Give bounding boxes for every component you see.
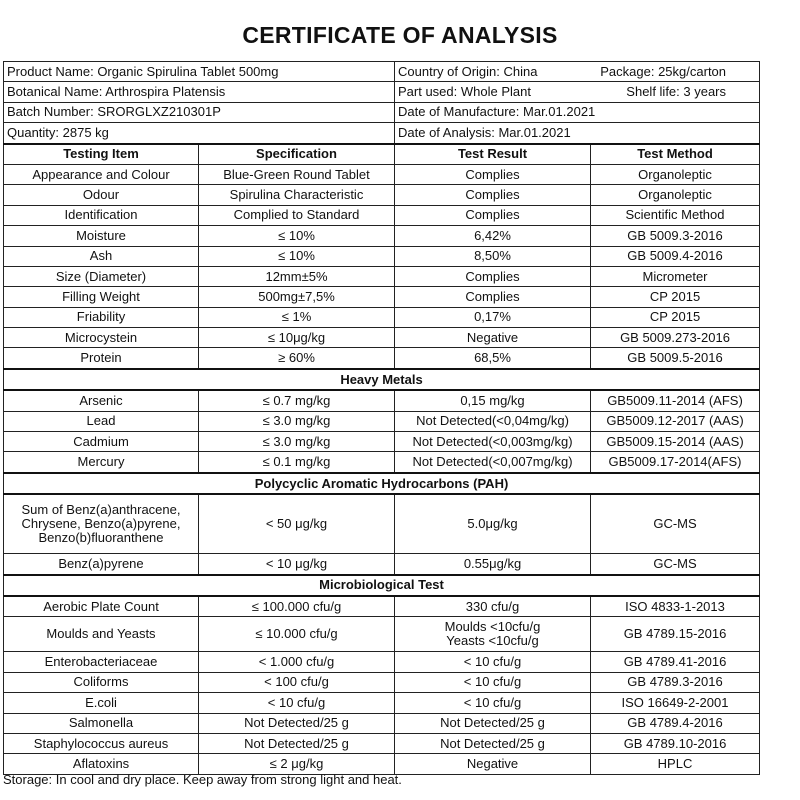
testing-item-cell: Moulds and Yeasts: [4, 617, 199, 652]
test-method-cell: GB 4789.3-2016: [591, 672, 760, 692]
test-result-cell: 6,42%: [395, 226, 591, 246]
testing-item-cell: Friability: [4, 307, 199, 327]
country-of-origin: Country of Origin: China: [398, 63, 538, 79]
table-row: [4, 307, 760, 327]
table-row: [4, 185, 760, 205]
header-specification: Specification: [199, 144, 395, 165]
info-row-batch: [4, 102, 760, 122]
test-method-cell: GC-MS: [591, 554, 760, 575]
package: Package: 25kg/carton: [600, 63, 727, 79]
test-result-cell: < 10 cfu/g: [395, 693, 591, 713]
test-result-cell: Not Detected/25 g: [395, 733, 591, 753]
table-row: [4, 432, 760, 452]
test-method-cell: GB 4789.41-2016: [591, 652, 760, 672]
document-title: CERTIFICATE OF ANALYSIS: [242, 22, 558, 48]
test-result-cell: Not Detected/25 g: [395, 713, 591, 733]
testing-item-cell: Protein: [4, 348, 199, 369]
test-method-cell: GC-MS: [591, 494, 760, 554]
test-result-cell: 8,50%: [395, 246, 591, 266]
testing-item-cell: Sum of Benz(a)anthracene, Chrysene, Benzo(a)pyrene, Benzo(b)fluoranthene: [4, 494, 199, 554]
specification-cell: ≤ 10μg/kg: [199, 328, 395, 348]
specification-cell: ≤ 0.1 mg/kg: [199, 452, 395, 473]
table-row: [4, 266, 760, 286]
test-result-cell: 0,15 mg/kg: [395, 390, 591, 411]
test-method-cell: GB 5009.273-2016: [591, 328, 760, 348]
batch-number: Batch Number: SRORGLXZ210301P: [4, 102, 395, 122]
test-method-cell: CP 2015: [591, 287, 760, 307]
section-heavy-metals: [4, 369, 760, 390]
test-result-cell: < 10 cfu/g: [395, 652, 591, 672]
test-method-cell: HPLC: [591, 754, 760, 774]
table-row: [4, 328, 760, 348]
test-method-cell: Micrometer: [591, 266, 760, 286]
testing-item-cell: Staphylococcus aureus: [4, 733, 199, 753]
test-method-cell: GB5009.12-2017 (AAS): [591, 411, 760, 431]
specification-cell: < 1.000 cfu/g: [199, 652, 395, 672]
botanical-name: Botanical Name: Arthrospira Platensis: [4, 82, 395, 102]
testing-item-cell: Aerobic Plate Count: [4, 596, 199, 617]
header-test-method: Test Method: [591, 144, 760, 165]
header-testing-item: Testing Item: [4, 144, 199, 165]
test-result-cell: 0,17%: [395, 307, 591, 327]
header-test-result: Test Result: [395, 144, 591, 165]
testing-item-cell: Aflatoxins: [4, 754, 199, 774]
test-result-cell: Negative: [395, 328, 591, 348]
table-row: [4, 596, 760, 617]
section-microbiological-title: Microbiological Test: [4, 575, 760, 596]
specification-cell: < 100 cfu/g: [199, 672, 395, 692]
test-method-cell: GB 5009.5-2016: [591, 348, 760, 369]
section-pah-title: Polycyclic Aromatic Hydrocarbons (PAH): [4, 473, 760, 494]
specification-cell: < 50 μg/kg: [199, 494, 395, 554]
testing-item-cell: Coliforms: [4, 672, 199, 692]
specification-cell: Spirulina Characteristic: [199, 185, 395, 205]
storage-note: Storage: In cool and dry place. Keep away from strong light and heat.: [3, 772, 402, 787]
test-result-cell: 330 cfu/g: [395, 596, 591, 617]
test-method-cell: GB5009.15-2014 (AAS): [591, 432, 760, 452]
info-row-quantity: [4, 123, 760, 144]
table-row: [4, 494, 760, 554]
test-method-cell: GB 4789.15-2016: [591, 617, 760, 652]
test-result-cell: Complies: [395, 266, 591, 286]
test-result-cell: Not Detected(<0,007mg/kg): [395, 452, 591, 473]
testing-item-cell: Appearance and Colour: [4, 164, 199, 184]
date-of-manufacture: Date of Manufacture: Mar.01.2021: [395, 102, 760, 122]
quantity: Quantity: 2875 kg: [4, 123, 395, 144]
specification-cell: < 10 cfu/g: [199, 693, 395, 713]
specification-cell: 12mm±5%: [199, 266, 395, 286]
specification-cell: ≤ 100.000 cfu/g: [199, 596, 395, 617]
testing-item-cell: Moisture: [4, 226, 199, 246]
test-result-cell: 0.55μg/kg: [395, 554, 591, 575]
test-result-cell: 68,5%: [395, 348, 591, 369]
testing-item-cell: Cadmium: [4, 432, 199, 452]
test-result-line: Yeasts <10cfu/g: [446, 633, 539, 649]
table-row: [4, 226, 760, 246]
test-method-cell: CP 2015: [591, 307, 760, 327]
testing-item-cell: Mercury: [4, 452, 199, 473]
testing-item-cell: E.coli: [4, 693, 199, 713]
test-method-cell: Organoleptic: [591, 164, 760, 184]
specification-cell: < 10 μg/kg: [199, 554, 395, 575]
table-row: [4, 617, 760, 652]
testing-item-cell: Benz(a)pyrene: [4, 554, 199, 575]
part-used: Part used: Whole Plant: [398, 84, 531, 100]
table-row: [4, 164, 760, 184]
table-row: [4, 205, 760, 225]
specification-cell: ≤ 3.0 mg/kg: [199, 432, 395, 452]
specification-cell: ≤ 3.0 mg/kg: [199, 411, 395, 431]
testing-item-cell: Ash: [4, 246, 199, 266]
table-row: [4, 713, 760, 733]
info-row-product: [4, 62, 760, 82]
test-result-cell: Complies: [395, 185, 591, 205]
testing-item-cell: Microcystein: [4, 328, 199, 348]
table-header-row: [4, 144, 760, 165]
test-method-cell: GB 4789.10-2016: [591, 733, 760, 753]
test-result-line: Moulds <10cfu/g: [444, 619, 541, 635]
testing-item-cell: Arsenic: [4, 390, 199, 411]
table-row: [4, 348, 760, 369]
test-method-cell: GB 5009.4-2016: [591, 246, 760, 266]
specification-cell: Not Detected/25 g: [199, 733, 395, 753]
specification-cell: ≤ 10%: [199, 246, 395, 266]
test-result-cell: Complies: [395, 164, 591, 184]
testing-item-cell: Lead: [4, 411, 199, 431]
info-row-botanical: [4, 82, 760, 102]
table-row: [4, 733, 760, 753]
test-method-cell: Scientific Method: [591, 205, 760, 225]
table-row: [4, 246, 760, 266]
test-method-cell: ISO 4833-1-2013: [591, 596, 760, 617]
test-method-cell: GB5009.11-2014 (AFS): [591, 390, 760, 411]
specification-cell: ≤ 10%: [199, 226, 395, 246]
testing-item-cell: Enterobacteriaceae: [4, 652, 199, 672]
table-row: [4, 287, 760, 307]
table-row: [4, 452, 760, 473]
specification-cell: ≥ 60%: [199, 348, 395, 369]
test-method-cell: ISO 16649-2-2001: [591, 693, 760, 713]
specification-cell: Blue-Green Round Tablet: [199, 164, 395, 184]
test-result-cell: Negative: [395, 754, 591, 774]
testing-item-cell: Size (Diameter): [4, 266, 199, 286]
specification-cell: Not Detected/25 g: [199, 713, 395, 733]
test-result-cell: Complies: [395, 287, 591, 307]
table-row: [4, 672, 760, 692]
table-row: [4, 554, 760, 575]
test-result-cell: Complies: [395, 205, 591, 225]
table-row: [4, 411, 760, 431]
test-result-cell: [395, 617, 591, 652]
test-result-cell: Not Detected(<0,003mg/kg): [395, 432, 591, 452]
test-method-cell: GB5009.17-2014(AFS): [591, 452, 760, 473]
test-result-cell: Not Detected(<0,04mg/kg): [395, 411, 591, 431]
testing-item-cell: Identification: [4, 205, 199, 225]
product-name: Product Name: Organic Spirulina Tablet 500mg: [4, 62, 395, 82]
specification-cell: ≤ 0.7 mg/kg: [199, 390, 395, 411]
specification-cell: ≤ 10.000 cfu/g: [199, 617, 395, 652]
test-result-cell: < 10 cfu/g: [395, 672, 591, 692]
table-row: [4, 693, 760, 713]
test-method-cell: GB 5009.3-2016: [591, 226, 760, 246]
section-pah: [4, 473, 760, 494]
specification-cell: ≤ 1%: [199, 307, 395, 327]
specification-cell: ≤ 2 μg/kg: [199, 754, 395, 774]
test-result-cell: 5.0μg/kg: [395, 494, 591, 554]
date-of-analysis: Date of Analysis: Mar.01.2021: [395, 123, 760, 144]
table-row: [4, 652, 760, 672]
testing-item-cell: Filling Weight: [4, 287, 199, 307]
section-microbiological: [4, 575, 760, 596]
specification-cell: Complied to Standard: [199, 205, 395, 225]
section-heavy-metals-title: Heavy Metals: [4, 369, 760, 390]
analysis-table: [3, 61, 760, 775]
test-method-cell: Organoleptic: [591, 185, 760, 205]
testing-item-cell: Odour: [4, 185, 199, 205]
shelf-life: Shelf life: 3 years: [626, 84, 727, 100]
table-row: [4, 390, 760, 411]
specification-cell: 500mg±7,5%: [199, 287, 395, 307]
testing-item-cell: Salmonella: [4, 713, 199, 733]
test-method-cell: GB 4789.4-2016: [591, 713, 760, 733]
